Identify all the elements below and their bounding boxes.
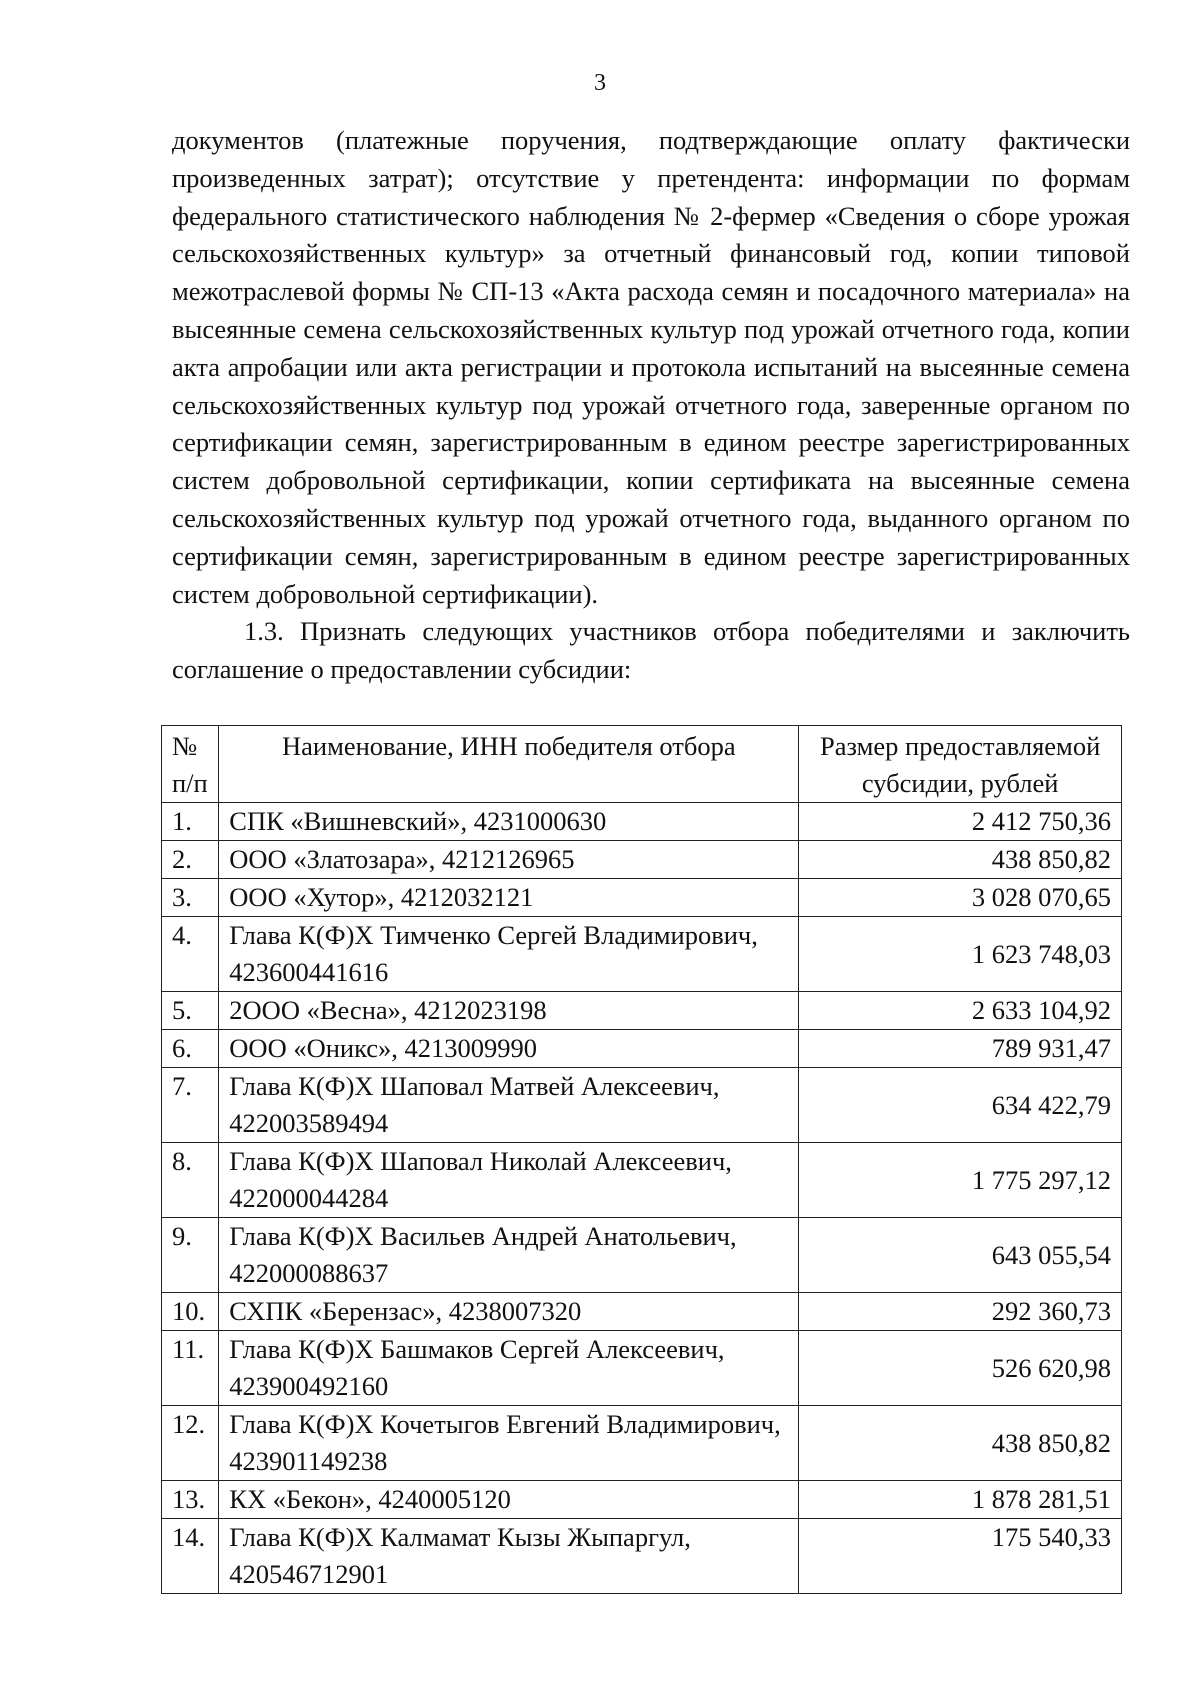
row-number: 1. — [162, 803, 219, 841]
winners-table — [161, 725, 1122, 1594]
table-row — [162, 1068, 1122, 1143]
row-name: ООО «Хутор», 4212032121 — [219, 879, 799, 917]
row-number: 11. — [162, 1331, 219, 1406]
row-amount: 634 422,79 — [799, 1068, 1122, 1143]
table-row — [162, 1143, 1122, 1218]
row-number: 14. — [162, 1519, 219, 1594]
row-name: СХПК «Берензас», 4238007320 — [219, 1293, 799, 1331]
row-number: 8. — [162, 1143, 219, 1218]
table-row — [162, 1519, 1122, 1594]
table-row — [162, 1218, 1122, 1293]
row-amount: 1 775 297,12 — [799, 1143, 1122, 1218]
row-amount: 438 850,82 — [799, 1406, 1122, 1481]
row-amount: 3 028 070,65 — [799, 879, 1122, 917]
row-name: Глава К(Ф)Х Башмаков Сергей Алексеевич, 423900492160 — [219, 1331, 799, 1406]
paragraph-continuation: документов (платежные поручения, подтверждающие оплату фактически произведенных затрат); отсутствие у претендента: информации по формам федерального статистического наблюдения № 2-фермер «Сведения о сборе урожая сельскохозяйственных культур» за отчетный финансовый год, копии типовой межотраслевой формы № СП-13 «Акта расхода семян и посадочного материала» на высеянные семена сельскохозяйственных культур под урожай отчетного года, копии акта апробации или акта регистрации и протокола испытаний на высеянные семена сельскохозяйственных культур под урожай отчетного года, заверенные органом по сертификации семян, зарегистрированным в едином реестре зарегистрированных систем добровольной сертификации, копии сертификата на высеянные семена сельскохозяйственных культур под урожай отчетного года, выданного органом по сертификации семян, зарегистрированным в едином реестре зарегистрированных систем добровольной сертификации). — [172, 125, 1130, 609]
row-amount: 292 360,73 — [799, 1293, 1122, 1331]
page-number: 3 — [594, 70, 606, 96]
row-number: 13. — [162, 1481, 219, 1519]
row-number: 10. — [162, 1293, 219, 1331]
row-amount: 2 412 750,36 — [799, 803, 1122, 841]
row-number: 12. — [162, 1406, 219, 1481]
row-amount: 526 620,98 — [799, 1331, 1122, 1406]
table-row — [162, 1030, 1122, 1068]
table-row — [162, 879, 1122, 917]
row-number: 4. — [162, 917, 219, 992]
table-header-row — [162, 726, 1122, 803]
body-text — [172, 122, 1130, 689]
row-name: Глава К(Ф)Х Шаповал Николай Алексеевич, 422000044284 — [219, 1143, 799, 1218]
row-amount: 1 878 281,51 — [799, 1481, 1122, 1519]
row-name: ООО «Оникс», 4213009990 — [219, 1030, 799, 1068]
row-number: 6. — [162, 1030, 219, 1068]
table-row — [162, 917, 1122, 992]
row-name: Глава К(Ф)Х Калмамат Кызы Жыпаргул, 420546712901 — [219, 1519, 799, 1594]
row-name: ООО «Златозара», 4212126965 — [219, 841, 799, 879]
row-name: Глава К(Ф)Х Шаповал Матвей Алексеевич, 422003589494 — [219, 1068, 799, 1143]
row-amount: 789 931,47 — [799, 1030, 1122, 1068]
table-row — [162, 992, 1122, 1030]
paragraph-clause-1-3: 1.3. Признать следующих участников отбора победителями и заключить соглашение о предоставлении субсидии: — [172, 616, 1130, 685]
row-name: 2ООО «Весна», 4212023198 — [219, 992, 799, 1030]
table-row — [162, 841, 1122, 879]
row-amount: 438 850,82 — [799, 841, 1122, 879]
row-name: КХ «Бекон», 4240005120 — [219, 1481, 799, 1519]
row-amount: 175 540,33 — [799, 1519, 1122, 1594]
header-number: № п/п — [162, 726, 219, 803]
row-number: 7. — [162, 1068, 219, 1143]
row-number: 5. — [162, 992, 219, 1030]
row-number: 2. — [162, 841, 219, 879]
table-row — [162, 803, 1122, 841]
header-name: Наименование, ИНН победителя отбора — [219, 726, 799, 803]
row-name: Глава К(Ф)Х Тимченко Сергей Владимирович, 423600441616 — [219, 917, 799, 992]
row-number: 9. — [162, 1218, 219, 1293]
table-row — [162, 1331, 1122, 1406]
row-name: Глава К(Ф)Х Васильев Андрей Анатольевич, 422000088637 — [219, 1218, 799, 1293]
row-amount: 1 623 748,03 — [799, 917, 1122, 992]
table-row — [162, 1293, 1122, 1331]
row-amount: 643 055,54 — [799, 1218, 1122, 1293]
row-amount: 2 633 104,92 — [799, 992, 1122, 1030]
table-row — [162, 1406, 1122, 1481]
header-amount: Размер предоставляемой субсидии, рублей — [799, 726, 1122, 803]
table-row — [162, 1481, 1122, 1519]
row-name: СПК «Вишневский», 4231000630 — [219, 803, 799, 841]
row-number: 3. — [162, 879, 219, 917]
row-name: Глава К(Ф)Х Кочетыгов Евгений Владимирович, 423901149238 — [219, 1406, 799, 1481]
